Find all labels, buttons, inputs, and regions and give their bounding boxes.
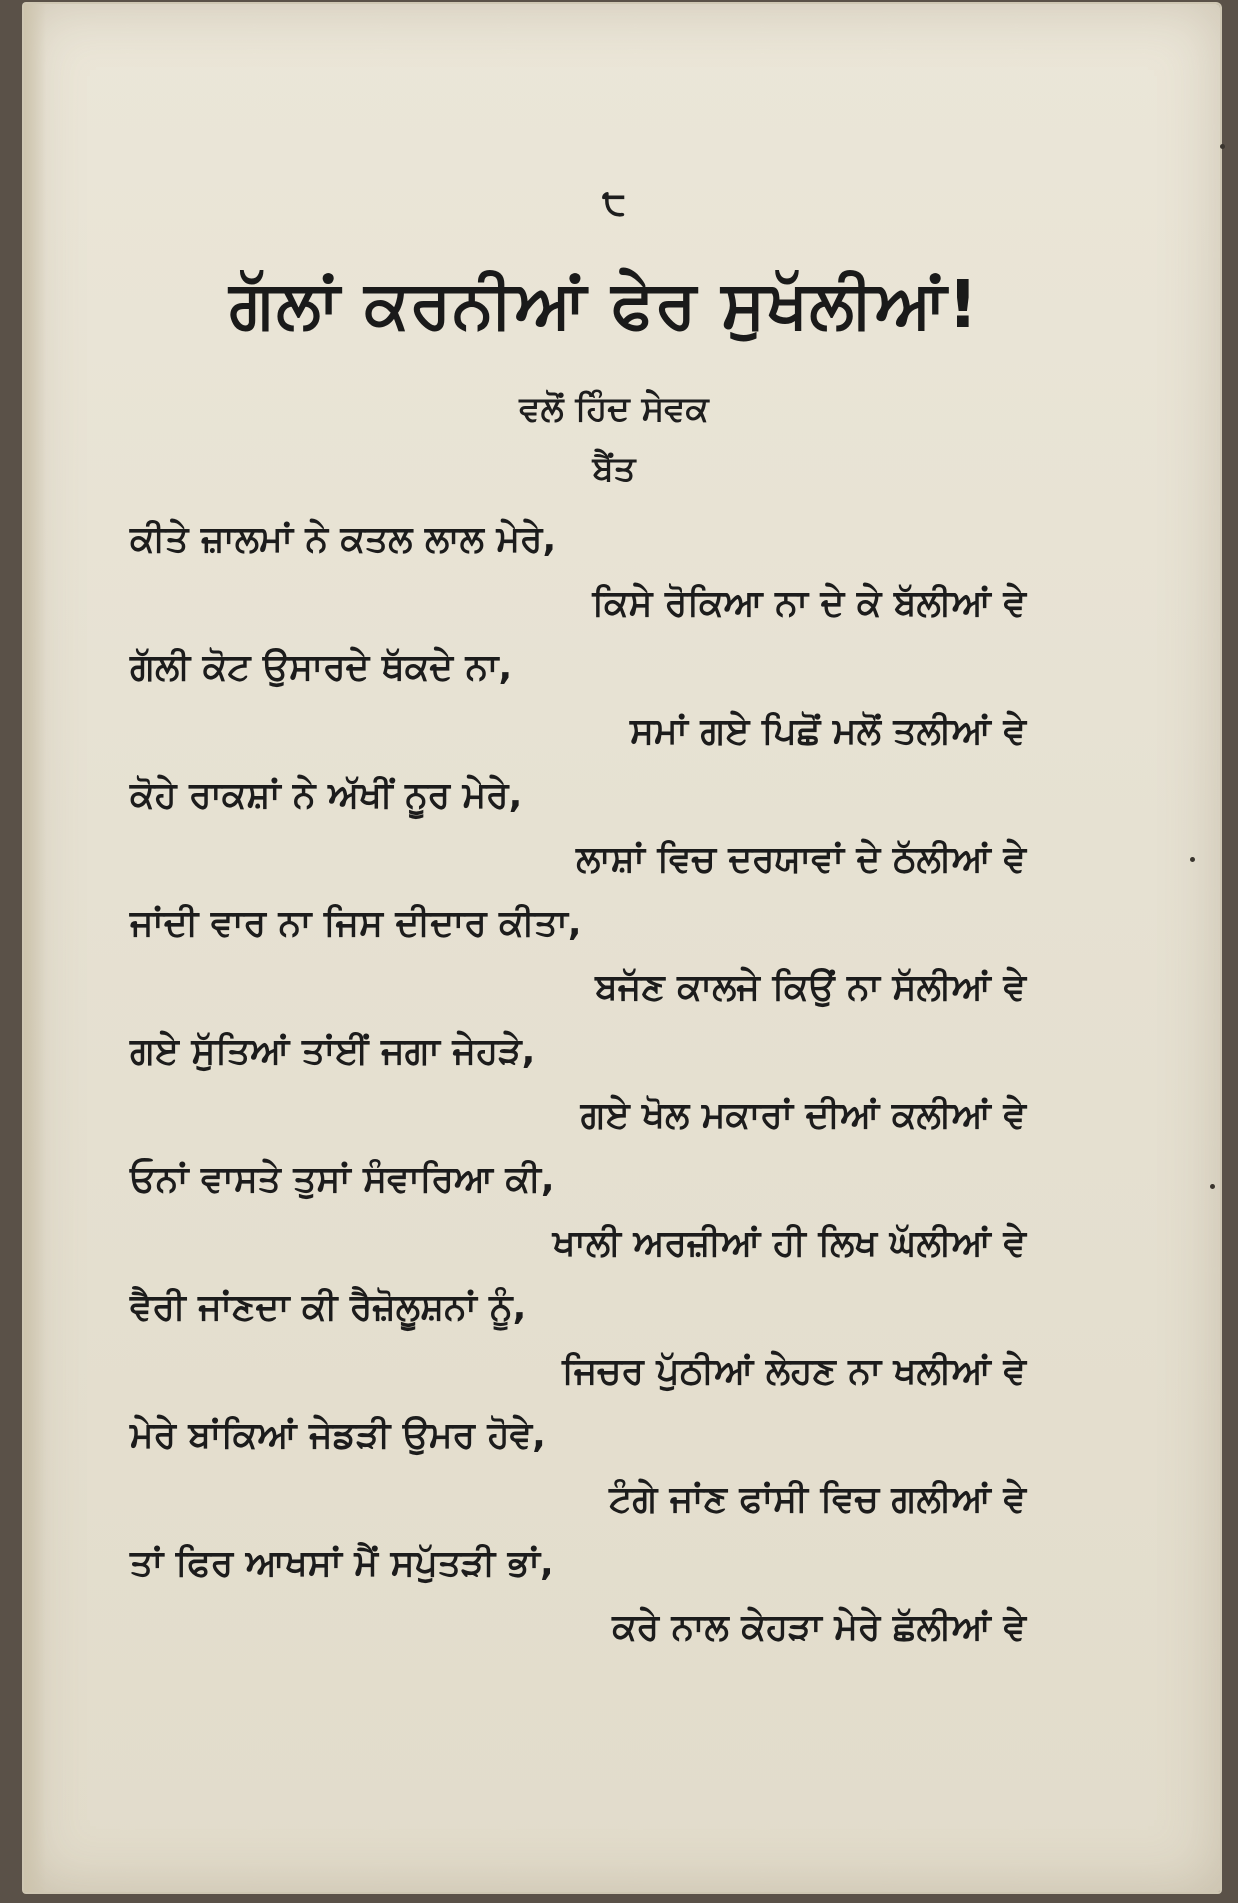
document-page — [24, 4, 1220, 1892]
poem-verses — [130, 508, 1030, 1660]
verse-line: ਗਏ ਸੁੱਤਿਆਂ ਤਾਂਈਂ ਜਗਾ ਜੇਹੜੇ, — [130, 1031, 536, 1072]
verse-line: ਸਮਾਂ ਗਏ ਪਿਛੋਂ ਮਲੋਂ ਤਲੀਆਂ ਵੇ — [630, 711, 1026, 752]
verse-line: ਤਾਂ ਫਿਰ ਆਖਸਾਂ ਮੈਂ ਸਪੁੱਤੜੀ ਭਾਂ, — [130, 1543, 554, 1584]
verse-line: ਟੰਗੇ ਜਾਂਣ ਫਾਂਸੀ ਵਿਚ ਗਲੀਆਂ ਵੇ — [609, 1479, 1026, 1520]
verse-line: ਵੈਰੀ ਜਾਂਣਦਾ ਕੀ ਰੈਜ਼ੋਲੂਸ਼ਨਾਂ ਨੂੰ, — [130, 1287, 527, 1328]
author-line: ਵਲੋਂ ਹਿੰਦ ਸੇਵਕ — [519, 389, 709, 429]
verse-line: ਜਿਚਰ ਪੁੱਠੀਆਂ ਲੇਹਣ ਨਾ ਖਲੀਆਂ ਵੇ — [562, 1351, 1026, 1392]
paper-speck — [1220, 144, 1225, 149]
verse-line: ਕੀਤੇ ਜ਼ਾਲਮਾਂ ਨੇ ਕਤਲ ਲਾਲ ਮੇਰੇ, — [130, 519, 557, 560]
page-number: ੮ — [602, 182, 626, 223]
verse-line: ਕਿਸੇ ਰੋਕਿਆ ਨਾ ਦੇ ਕੇ ਬੱਲੀਆਂ ਵੇ — [592, 583, 1026, 624]
verse-line: ਖਾਲੀ ਅਰਜ਼ੀਆਂ ਹੀ ਲਿਖ ਘੱਲੀਆਂ ਵੇ — [552, 1223, 1026, 1264]
verse-line: ਗਏ ਖੋਲ ਮਕਾਰਾਂ ਦੀਆਂ ਕਲੀਆਂ ਵੇ — [580, 1095, 1026, 1136]
poem-form-label: ਬੈਂਤ — [592, 449, 636, 489]
verse-line: ਕਰੇ ਨਾਲ ਕੇਹੜਾ ਮੇਰੇ ਛੱਲੀਆਂ ਵੇ — [612, 1607, 1026, 1648]
verse-line: ਜਾਂਦੀ ਵਾਰ ਨਾ ਜਿਸ ਦੀਦਾਰ ਕੀਤਾ, — [130, 903, 582, 944]
verse-line: ਲਾਸ਼ਾਂ ਵਿਚ ਦਰਯਾਵਾਂ ਦੇ ਠੱਲੀਆਂ ਵੇ — [576, 839, 1026, 880]
verse-line: ਗੱਲੀ ਕੋਟ ਉਸਾਰਦੇ ਥੱਕਦੇ ਨਾ, — [130, 647, 513, 688]
verse-line: ਕੋਹੇ ਰਾਕਸ਼ਾਂ ਨੇ ਅੱਖੀਂ ਨੂਰ ਮੇਰੇ, — [130, 775, 523, 816]
verse-line: ਓਨਾਂ ਵਾਸਤੇ ਤੁਸਾਂ ਸੰਵਾਰਿਆ ਕੀ, — [130, 1159, 555, 1200]
paper-speck — [1210, 1184, 1215, 1189]
verse-line: ਮੇਰੇ ਬਾਂਕਿਆਂ ਜੇਡੜੀ ਉਮਰ ਹੋਵੇ, — [130, 1415, 546, 1456]
verse-line: ਬਜੱਣ ਕਾਲਜੇ ਕਿਉਂ ਨਾ ਸੱਲੀਆਂ ਵੇ — [595, 967, 1026, 1008]
page-title: ਗੱਲਾਂ ਕਰਨੀਆਂ ਫੇਰ ਸੁਖੱਲੀਆਂ! — [229, 266, 979, 343]
paper-speck — [1190, 857, 1195, 862]
